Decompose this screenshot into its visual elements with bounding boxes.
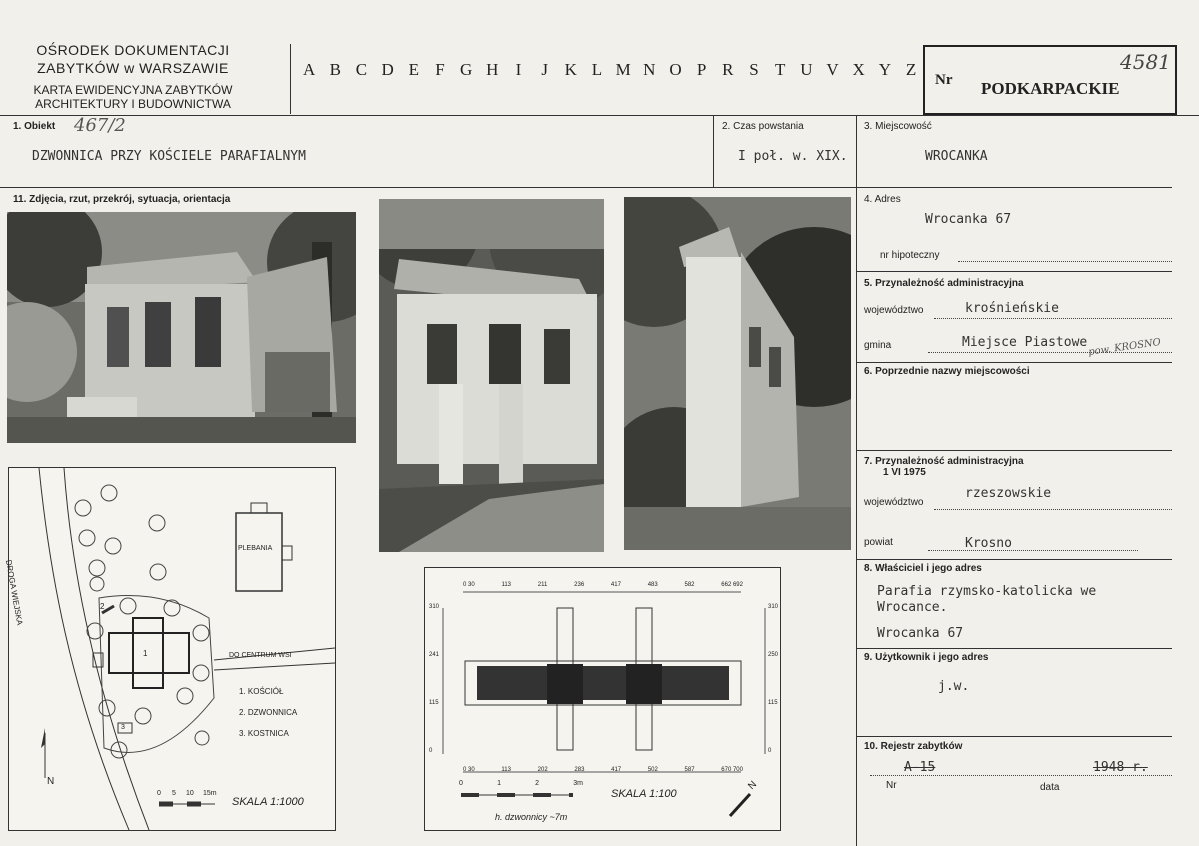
field5-gmina-value: Miejsce Piastowe [962,335,1088,350]
alphabet-letter-3: D [381,60,394,79]
field9-value: j.w. [938,679,970,694]
rule-8 [857,648,1172,649]
header-divider [290,44,291,114]
bottom-dim-7: 670 700 [721,767,743,773]
top-dim-2: 211 [537,582,548,588]
floor-scale-tick-0: 0 [459,780,463,787]
field4-hip-label: nr hipoteczny [880,250,940,261]
org-line1: OŚRODEK DOKUMENTACJI [36,42,230,58]
left-dim-3: 0 [429,748,433,754]
floor-plan [424,567,781,831]
bottom-dim-3: 283 [574,767,585,773]
field5-woj-value: krośnieńskie [965,301,1059,316]
top-dim-1: 113 [501,582,512,588]
legend-3: 3. KOSTNICA [239,729,289,738]
field7-powiat-value: Krosno [965,536,1012,551]
field1-label: 1. Obiekt [13,121,56,132]
field2-value: I poł. w. XIX. [738,149,848,164]
field9-label: 9. Użytkownik i jego adres [864,652,989,663]
nr-label: Nr [935,72,953,88]
site-scale-text: SKALA 1:1000 [232,796,304,808]
left-dim-1: 241 [429,652,440,658]
field5-hand-note: pow. KROSNO [1087,336,1162,359]
floor-scale-text: SKALA 1:100 [611,788,677,800]
top-dim-0: 0 30 [463,582,475,588]
floor-plan-right-dims [768,604,778,754]
field10-date-value: 1948 r. [1093,760,1148,775]
floor-scale-tick-1: 1 [497,780,501,787]
rule-5 [857,362,1172,363]
field7-woj-label: województwo [864,497,924,508]
alphabet-letter-10: K [564,60,577,79]
field5-gmina-line [928,352,1172,353]
plan-num-2: 2 [100,602,105,611]
alphabet-letter-2: C [355,60,368,79]
row1-rule [0,187,1172,188]
site-scale-5: 5 [172,790,176,797]
photo-belfry-side [624,197,851,550]
right-dim-3: 0 [768,748,772,754]
alphabet-letter-19: U [800,60,813,79]
bottom-dim-2: 202 [537,767,548,773]
photo-belfry-front [7,212,356,443]
height-note: h. dzwonnicy ~7m [495,812,568,822]
top-dim-4: 417 [610,582,621,588]
field4-value: Wrocanka 67 [925,212,1012,227]
alphabet-letter-22: Y [878,60,891,79]
field7-woj-line [934,509,1172,510]
plan-num-1: 1 [143,649,148,658]
alphabet-letter-13: N [643,60,656,79]
right-dim-2: 115 [768,700,778,706]
top-dim-6: 582 [684,582,695,588]
field10-line [870,775,1172,776]
top-dim-5: 483 [647,582,658,588]
field5-label: 5. Przynależność administracyjna [864,278,1024,289]
field10-nr-value: A-15 [904,760,936,775]
photo-belfry-angle [379,199,604,552]
handwritten-number: 4581 [1120,50,1171,74]
site-scale-10: 10 [186,790,194,797]
alphabet-letter-23: Z [905,60,917,79]
field4-label: 4. Adres [864,194,901,205]
card-line1: KARTA EWIDENCYJNA ZABYTKÓW [33,83,233,97]
to-center-label: DO CENTRUM WSI [229,652,292,659]
field10-label: 10. Rejestr zabytków [864,741,963,752]
alphabet-letter-12: M [615,60,631,79]
alphabet-letter-17: S [749,60,759,79]
alphabet-letter-20: V [826,60,839,79]
bottom-dim-1: 113 [501,767,511,773]
rule-7 [857,559,1172,560]
top-dim-3: 236 [574,582,585,588]
legend-2: 2. DZWONNICA [239,708,298,717]
field1-hand-number: 467/2 [74,115,126,136]
field7-date: 1 VI 1975 [883,467,926,478]
left-dim-0: 310 [429,604,440,610]
site-scale-15: 15m [203,790,217,797]
field8-line1: Parafia rzymsko-katolicka we [877,584,1097,599]
field8-line3: Wrocanka 67 [877,626,964,641]
right-dim-1: 250 [768,652,779,658]
field7-label: 7. Przynależność administracyjna [864,456,1024,467]
plan-num-3: 3 [121,724,125,731]
site-scale-0: 0 [157,790,161,797]
alphabet-letter-18: T [774,60,786,79]
card-line2: ARCHITEKTURY I BUDOWNICTWA [35,97,231,111]
field6-label: 6. Poprzednie nazwy miejscowości [864,366,1030,377]
alphabet-letter-9: J [541,60,548,79]
alphabet-letter-15: P [696,60,707,79]
field10-data-label: data [1040,782,1060,793]
alphabet-letter-11: L [591,60,603,79]
alphabet-letter-5: F [435,60,445,79]
field2-label: 2. Czas powstania [722,121,804,132]
floor-plan-scale-ticks [459,780,583,787]
rule-4 [857,271,1172,272]
bottom-dim-0: 0 30 [463,767,475,773]
org-line2: ZABYTKÓW w WARSZAWIE [37,60,229,76]
alphabet-letter-4: E [408,60,419,79]
alphabet-letter-21: X [852,60,865,79]
field4-hip-line [958,261,1172,262]
field5-woj-label: województwo [864,305,924,316]
field5-gmina-label: gmina [864,340,892,351]
road-label: DROGA WIEJSKA [3,559,25,626]
alphabet-letter-14: O [669,60,682,79]
field7-powiat-label: powiat [864,537,893,548]
alphabet-letter-8: I [515,60,522,79]
legend-1: 1. KOŚCIÓŁ [239,687,284,696]
alphabet-index [296,44,924,114]
alphabet-letter-1: B [329,60,341,79]
plebania-label: PLEBANIA [238,545,273,552]
field3-label: 3. Miejscowość [864,121,932,132]
rule-9 [857,736,1172,737]
field8-label: 8. Właściciel i jego adres [864,563,982,574]
row1-divider-a [713,116,714,188]
top-dim-7: 662 692 [721,582,743,588]
field3-value: WROCANKA [925,149,988,164]
alphabet-letter-6: G [459,60,473,79]
alphabet-letter-7: H [486,60,499,79]
site-north-label: N [47,776,55,787]
region-name: PODKARPACKIE [981,79,1120,98]
alphabet-letter-0: A [302,60,316,79]
field7-woj-value: rzeszowskie [965,486,1052,501]
bottom-dim-4: 417 [611,767,622,773]
field11-label: 11. Zdjęcia, rzut, przekrój, sytuacja, orientacja [13,194,231,205]
floor-plan-top-dims [463,582,743,588]
floor-scale-tick-2: 2 [535,780,540,787]
field1-value: DZWONNICA PRZY KOŚCIELE PARAFIALNYM [32,149,306,164]
alphabet-letter-16: R [722,60,734,79]
floor-plan-bottom-dims [463,767,743,773]
floor-scale-tick-3: 3m [573,780,583,787]
field8-line2: Wrocance. [877,600,948,615]
field7-powiat-line [928,550,1138,551]
header-rule [0,115,1199,116]
bottom-dim-6: 587 [684,767,695,773]
floor-north-label: N [746,779,760,792]
field10-nr-label: Nr [886,780,897,791]
field5-woj-line [934,318,1172,319]
floor-plan-left-dims [429,604,439,754]
rule-6 [857,450,1172,451]
left-dim-2: 115 [429,700,439,706]
right-dim-0: 310 [768,604,779,610]
site-plan [3,467,336,831]
bottom-dim-5: 502 [647,767,658,773]
